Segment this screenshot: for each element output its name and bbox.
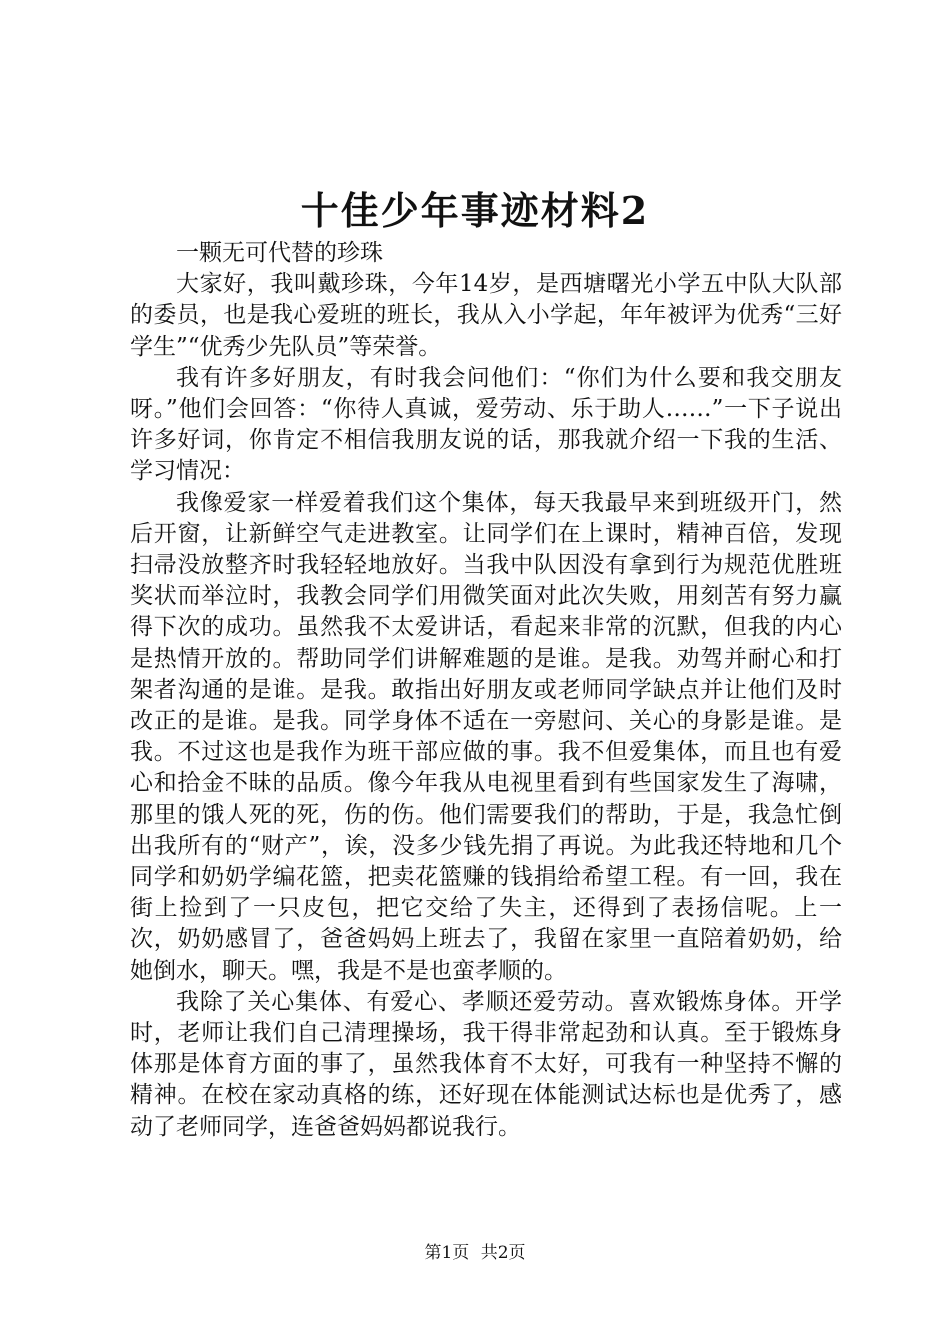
page-total: 共2页: [480, 1243, 526, 1263]
page-number: 第1页: [424, 1243, 470, 1263]
paragraph-friends: 我有许多好朋友，有时我会问他们：“你们为什么要和我交朋友呀。”他们会回答：“你待人真诚，爱劳动、乐于助人……”一下子说出许多好词，你肯定不相信我朋友说的话，那我就介绍一下我的生活、学习情况：: [130, 364, 842, 485]
page-footer: [0, 1242, 950, 1264]
page-title: 十佳少年事迹材料2: [300, 188, 650, 233]
paragraph-labor: 我除了关心集体、有爱心、孝顺还爱劳动。喜欢锻炼身体。开学时，老师让我们自己清理操场，我干得非常起劲和认真。至于锻炼身体那是体育方面的事了，虽然我体育不太好，可我有一种坚持不懈的精神。在校在家动真格的练，还好现在体能测试达标也是优秀了，感动了老师同学，连爸爸妈妈都说我行。: [130, 988, 842, 1140]
document-subtitle: 一颗无可代替的珍珠: [176, 240, 383, 266]
document-body: [130, 238, 842, 1143]
paragraph-collective: 我像爱家一样爱着我们这个集体，每天我最早来到班级开门，然后开窗，让新鲜空气走进教室。让同学们在上课时，精神百倍，发现扫帚没放整齐时我轻轻地放好。当我中队因没有拿到行为规范优胜班奖状而举泣时，我教会同学们用微笑面对此次失败，用刻苦有努力赢得下次的成功。虽然我不太爱讲话，看起来非常的沉默，但我的内心是热情开放的。帮助同学们讲解难题的是谁。是我。劝驾并耐心和打架者沟通的是谁。是我。敢指出好朋友或老师同学缺点并让他们及时改正的是谁。是我。同学身体不适在一旁慰问、关心的身影是谁。是我。不过这也是我作为班干部应做的事。我不但爱集体，而且也有爱心和拾金不昧的品质。像今年我从电视里看到有些国家发生了海啸，那里的饿人死的死，伤的伤。他们需要我们的帮助，于是，我急忙倒出我所有的“财产”，诶，没多少钱先捐了再说。为此我还特地和几个同学和奶奶学编花篮，把卖花篮赚的钱捐给希望工程。有一回，我在街上捡到了一只皮包，把它交给了失主，还得到了表扬信呢。上一次，奶奶感冒了，爸爸妈妈上班去了，我留在家里一直陪着奶奶，给她倒水，聊天。嘿，我是不是也蛮孝顺的。: [130, 489, 842, 984]
paragraph-intro: 大家好，我叫戴珍珠，今年14岁，是西塘曙光小学五中队大队部的委员，也是我心爱班的班长，我从入小学起，年年被评为优秀“三好学生”“优秀少先队员”等荣誉。: [130, 271, 842, 360]
